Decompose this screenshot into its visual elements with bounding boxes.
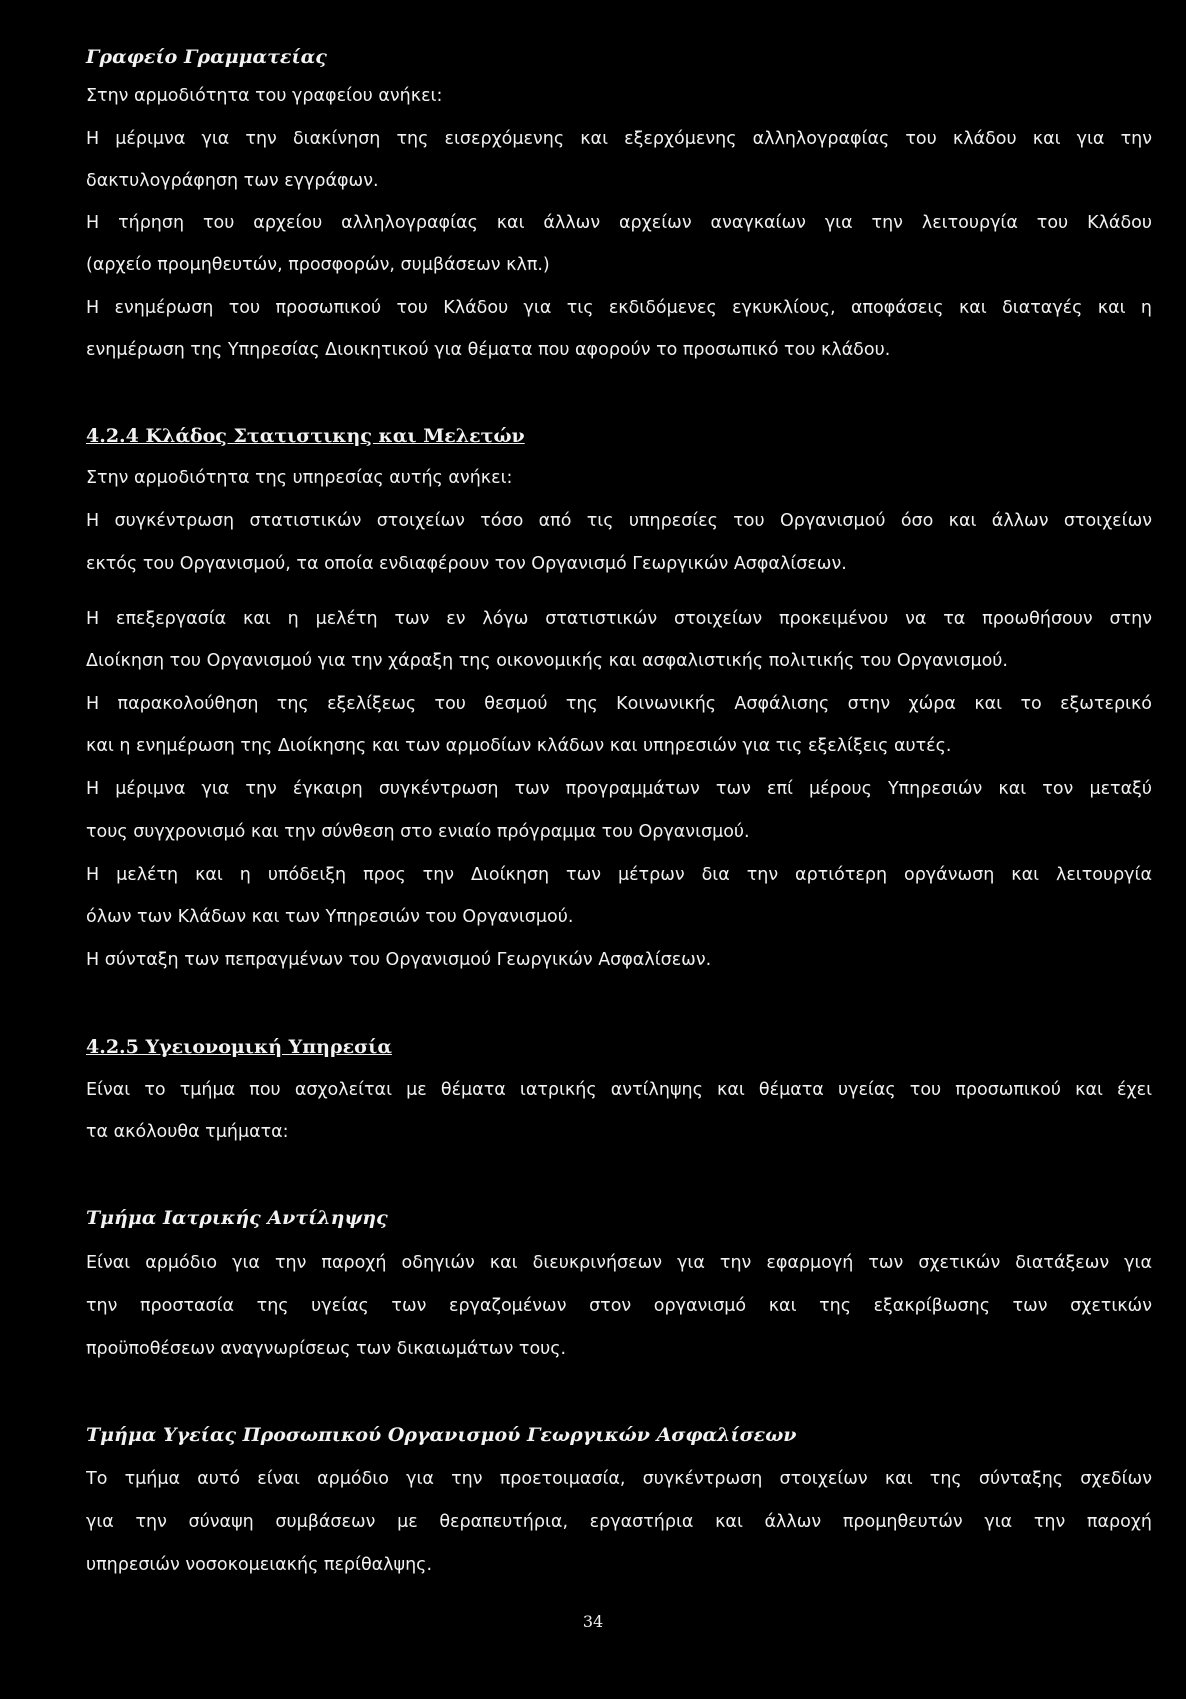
text-line: υπηρεσιών νοσοκομειακής περίθαλψης. — [86, 1555, 433, 1575]
text-line: για την σύναψη συμβάσεων με θεραπευτήρια, εργαστήρια και άλλων προμηθευτών για την παροχή — [86, 1512, 1152, 1532]
section-title-ygeias: Τμήμα Υγείας Προσωπικού Οργανισμού Γεωργικών Ασφαλίσεων — [86, 1424, 797, 1446]
text-line: Είναι το τμήμα που ασχολείται με θέματα ιατρικής αντίληψης και θέματα υγείας του προσωπικού και έχει — [86, 1080, 1152, 1100]
text-line: τους συγχρονισμό και την σύνθεση στο ενιαίο πρόγραμμα του Οργανισμού. — [86, 822, 750, 842]
text-line: ενημέρωση της Υπηρεσίας Διοικητικού για θέματα που αφορούν το προσωπικό του κλάδου. — [86, 340, 891, 360]
text-line: Στην αρμοδιότητα της υπηρεσίας αυτής ανήκει: — [86, 468, 513, 488]
text-line: Είναι αρμόδιο για την παροχή οδηγιών και διευκρινήσεων για την εφαρμογή των σχετικών διατάξεων για — [86, 1253, 1152, 1273]
text-line: την προστασία της υγείας των εργαζομένων στον οργανισμό και της εξακρίβωσης των σχετικών — [86, 1296, 1152, 1316]
text-line: Η μελέτη και η υπόδειξη προς την Διοίκηση των μέτρων δια την αρτιότερη οργάνωση και λειτουργία — [86, 865, 1152, 885]
section-title-iatrikis: Τμήμα Ιατρικής Αντίληψης — [86, 1207, 388, 1229]
text-line: Η τήρηση του αρχείου αλληλογραφίας και άλλων αρχείων αναγκαίων για την λειτουργία του Κλάδου — [86, 213, 1152, 233]
text-line: Η μέριμνα για την διακίνηση της εισερχόμενης και εξερχόμενης αλληλογραφίας του κλάδου και για την — [86, 129, 1152, 149]
section-title-4-2-4: 4.2.4 Κλάδος Στατιστικης και Μελετών — [86, 425, 525, 447]
text-line: Η συγκέντρωση στατιστικών στοιχείων τόσο από τις υπηρεσίες του Οργανισμού όσο και άλλων στοιχείων — [86, 511, 1152, 531]
text-line: τα ακόλουθα τμήματα: — [86, 1122, 289, 1142]
text-line: Το τμήμα αυτό είναι αρμόδιο για την προετοιμασία, συγκέντρωση στοιχείων και της σύνταξης σχεδίων — [86, 1469, 1152, 1489]
text-line: Η σύνταξη των πεπραγμένων του Οργανισμού Γεωργικών Ασφαλίσεων. — [86, 950, 712, 970]
section-title-4-2-5: 4.2.5 Υγειονομική Υπηρεσία — [86, 1036, 392, 1058]
text-line: Διοίκηση του Οργανισμού για την χάραξη της οικονομικής και ασφαλιστικής πολιτικής του Οργανισμού. — [86, 651, 1008, 671]
page-number: 34 — [582, 1612, 604, 1631]
text-line: Η παρακολούθηση της εξελίξεως του θεσμού της Κοινωνικής Ασφάλισης στην χώρα και το εξωτερικό — [86, 694, 1152, 714]
text-line: Η ενημέρωση του προσωπικού του Κλάδου για τις εκδιδόμενες εγκυκλίους, αποφάσεις και διαταγές και η — [86, 298, 1152, 318]
text-line: εκτός του Οργανισμού, τα οποία ενδιαφέρουν τον Οργανισμό Γεωργικών Ασφαλίσεων. — [86, 554, 847, 574]
text-line: δακτυλογράφηση των εγγράφων. — [86, 171, 379, 191]
text-line: όλων των Κλάδων και των Υπηρεσιών του Οργανισμού. — [86, 907, 574, 927]
text-line: Η επεξεργασία και η μελέτη των εν λόγω στατιστικών στοιχείων προκειμένου να τα προωθήσουν στην — [86, 609, 1152, 629]
text-line: και η ενημέρωση της Διοίκησης και των αρμοδίων κλάδων και υπηρεσιών για τις εξελίξεις αυτές. — [86, 736, 952, 756]
text-line: Στην αρμοδιότητα του γραφείου ανήκει: — [86, 86, 443, 106]
text-line: (αρχείο προμηθευτών, προσφορών, συμβάσεων κλπ.) — [86, 255, 550, 275]
section-title-grafeio: Γραφείο Γραμματείας — [86, 46, 327, 68]
text-line: προϋποθέσεων αναγνωρίσεως των δικαιωμάτων τους. — [86, 1339, 567, 1359]
text-line: Η μέριμνα για την έγκαιρη συγκέντρωση των προγραμμάτων των επί μέρους Υπηρεσιών και τον μεταξύ — [86, 779, 1152, 799]
